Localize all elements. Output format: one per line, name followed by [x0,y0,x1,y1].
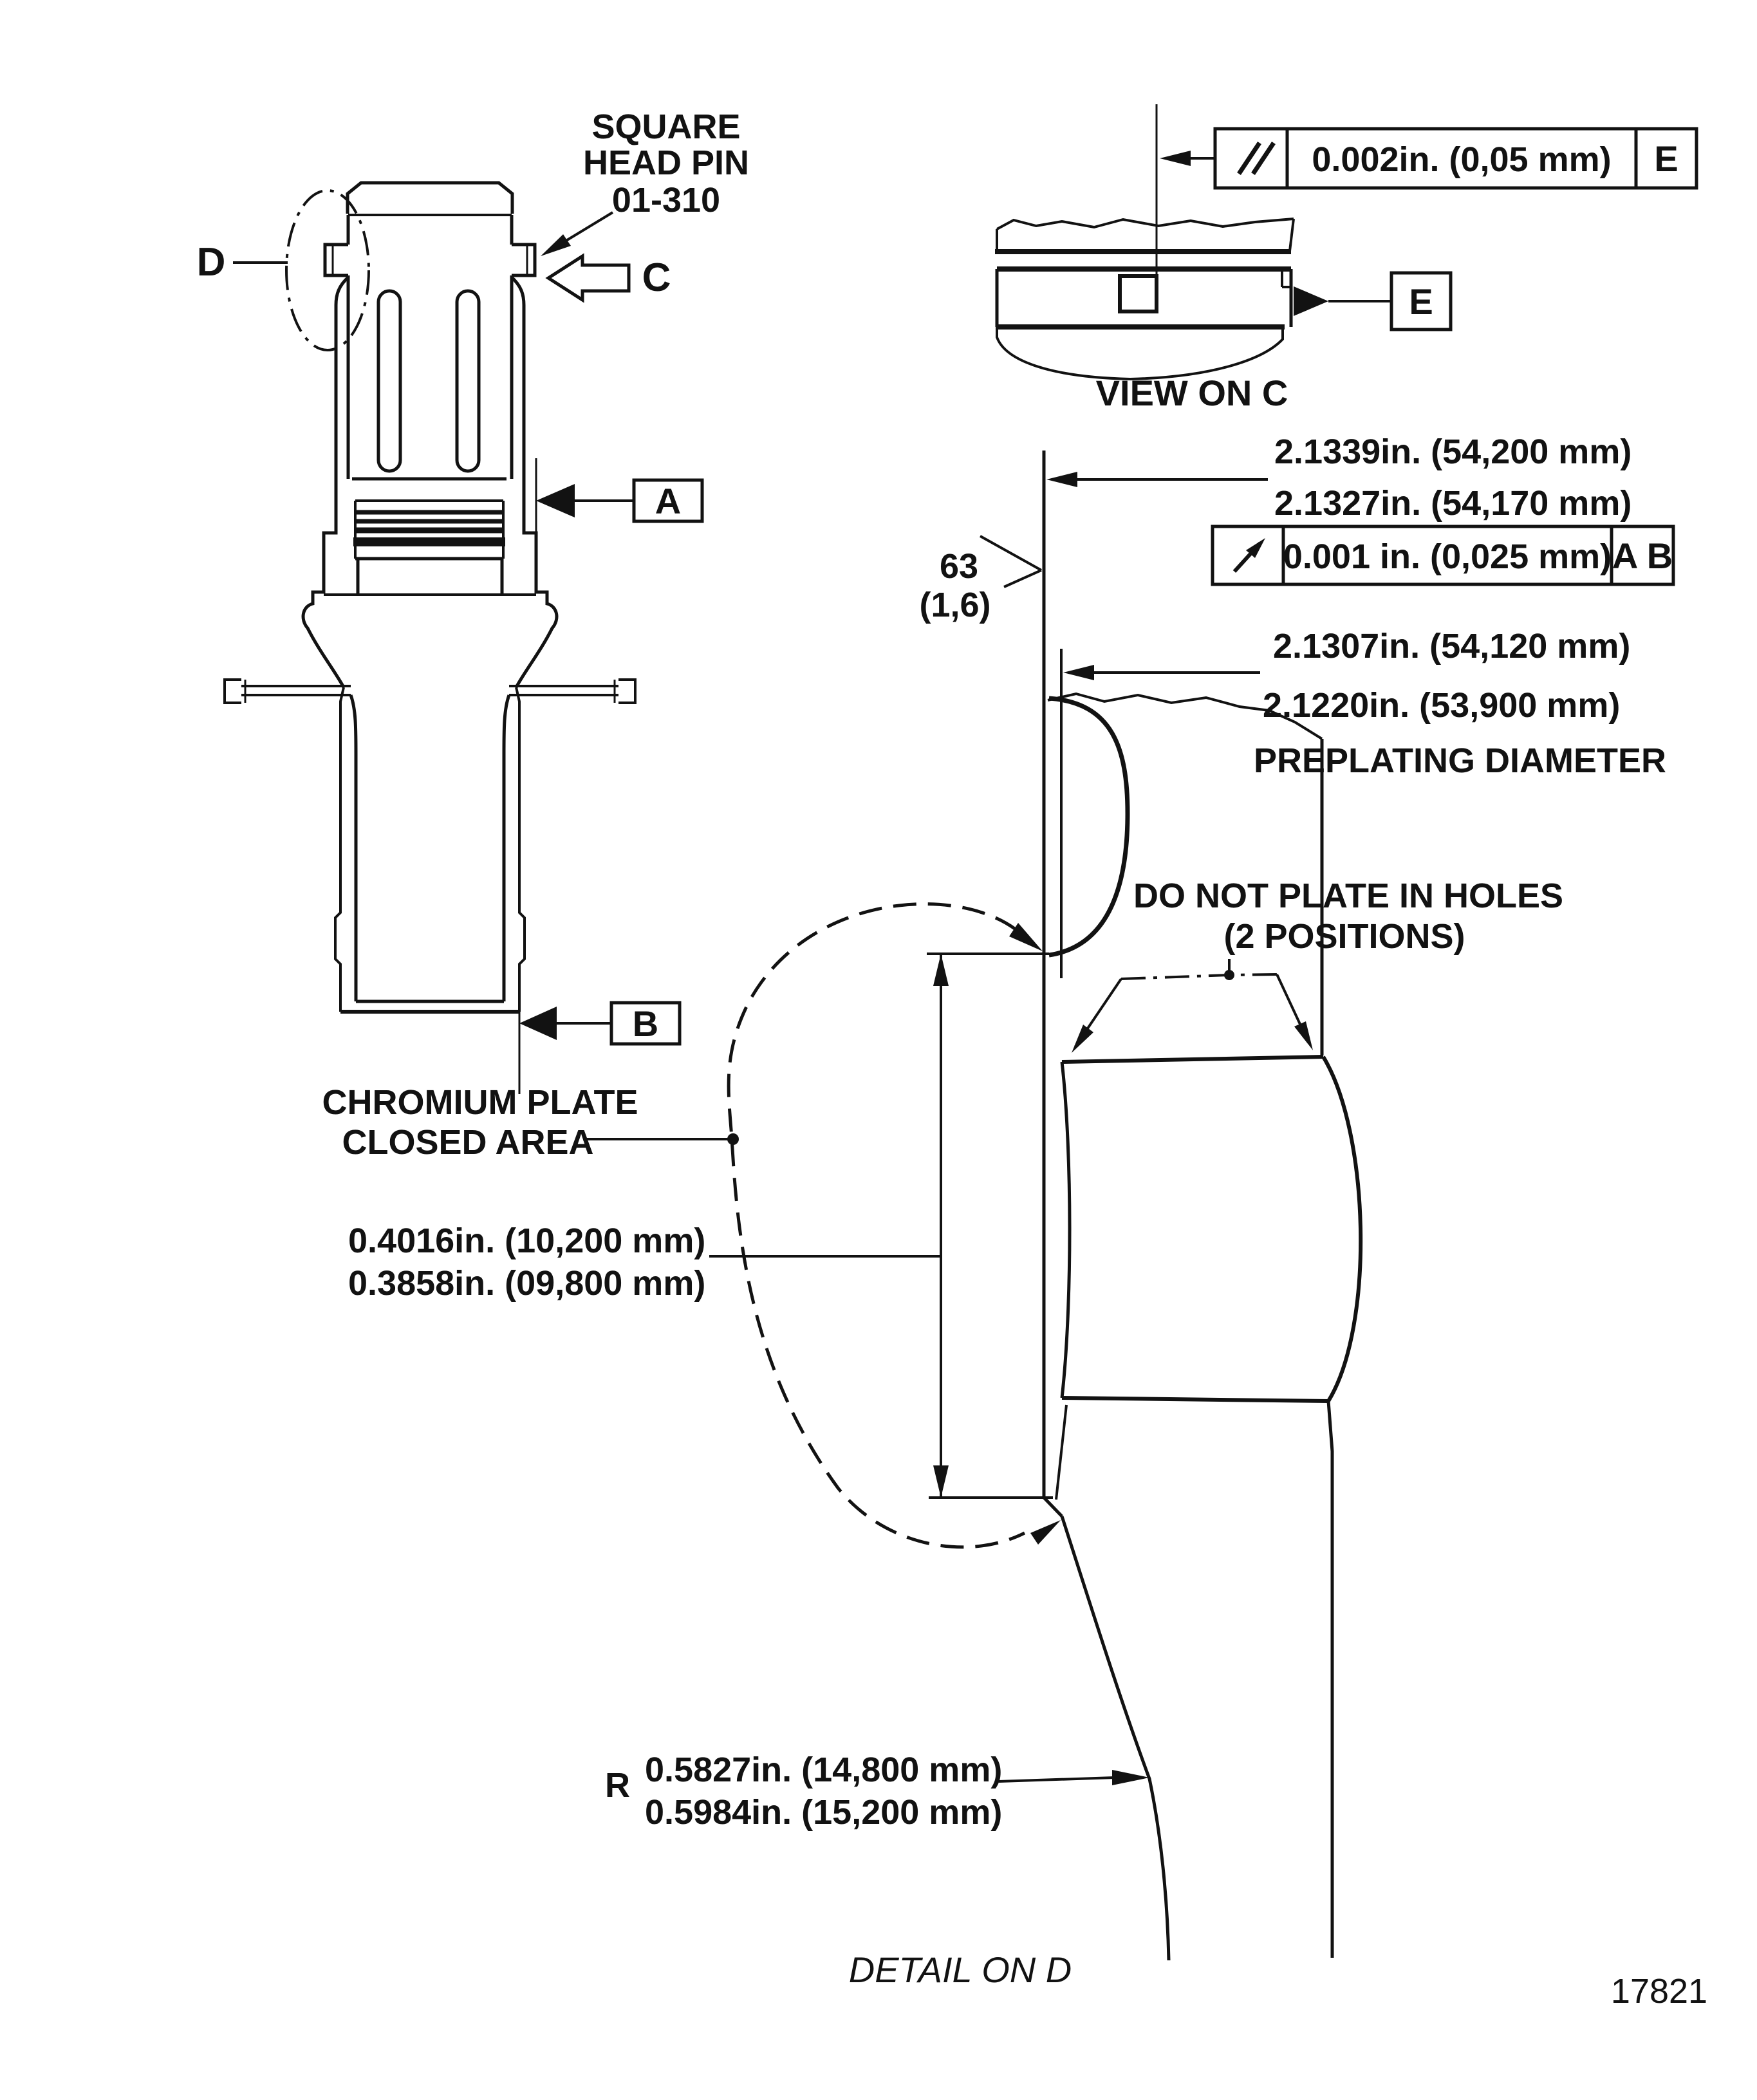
radius-curve [1062,1516,1169,1960]
section-right-edge-lower [1328,1401,1332,1958]
radius-leader [999,1778,1115,1781]
outer-dia-line-1: 2.1339in. (54,200 mm) [1274,432,1632,471]
chrome-band-line-1: 0.4016in. (10,200 mm) [348,1222,706,1260]
surface-finish-icon [980,536,1041,587]
view-direction-c-arrow-icon [548,256,629,300]
lower-outer-left [335,687,344,1012]
datum-a-triangle-icon [536,484,575,517]
detail-on-d-label: DETAIL ON D [848,1949,1072,1990]
lower-wall-left [351,695,356,1001]
square-head-pin-label-2: HEAD PIN [582,144,750,182]
datum-e-view-label: E [1409,281,1433,322]
preplating-line-3: PREPLATING DIAMETER [1254,741,1667,780]
flange-arms [225,680,635,703]
dim-arrowhead-down-icon [933,1465,949,1498]
radius-prefix: R [605,1766,630,1805]
skirt-right [511,277,557,687]
part-cap-outline [348,183,512,214]
preplating-line-2: 2.1220in. (53,900 mm) [1263,686,1621,725]
fcf-arrowhead-icon [1160,151,1191,166]
annotations [197,107,1707,2011]
fcf-runout-datums: A B [1612,535,1673,576]
hole-phantom-line [1121,974,1277,979]
do-not-plate-callout [1072,959,1313,1053]
pin-note-arrowhead-icon [541,234,571,256]
closed-area-leader-dot-icon [727,1133,739,1145]
surface-finish-metric: (1,6) [919,586,991,624]
do-not-plate-line-1: DO NOT PLATE IN HOLES [1133,877,1564,915]
dim-arrowhead-up-icon [933,954,949,986]
datum-b-triangle-icon [519,1007,557,1040]
outer-dia-arrowhead-icon [1046,472,1077,487]
section-left-edge-lower [1056,1405,1066,1500]
figure-number: 17821 [1610,1972,1708,2011]
chrome-band-dimension [709,954,1053,1498]
square-pin-hole [1120,276,1157,311]
leader-arrowhead-right-icon [1294,1021,1313,1050]
chromium-plate-line-1: CHROMIUM PLATE [322,1083,638,1122]
datum-b-label: B [632,1003,659,1044]
lower-outer-right [516,687,525,1012]
left-part-view [225,183,702,1094]
fcf-parallelism-tolerance: 0.002in. (0,05 mm) [1312,140,1612,179]
closed-area-dashed-loop [729,904,1025,1547]
radius-line-1: 0.5827in. (14,800 mm) [645,1751,1003,1789]
square-head-pin-left [325,245,348,275]
fcf-parallelism-datum: E [1654,138,1678,179]
break-line-top [997,219,1294,229]
hole-top-edge [1062,1057,1323,1062]
leader-dot-icon [1224,970,1234,980]
outer-dia-line-2: 2.1327in. (54,170 mm) [1274,484,1632,523]
lower-wall-right [504,695,509,1001]
view-on-c-label: VIEW ON C [1095,373,1288,413]
surface-chamfer [1044,1498,1062,1516]
chrome-band-line-2: 0.3858in. (09,800 mm) [348,1264,706,1303]
slot-right [457,291,479,471]
closed-area-arrowhead-bottom-icon [1030,1520,1061,1545]
do-not-plate-line-2: (2 POSITIONS) [1223,917,1465,956]
detail-on-d-view [583,451,1673,1960]
datum-d-label: D [196,240,226,284]
leader-arrowhead-left-icon [1072,1025,1093,1053]
radius-arrowhead-icon [1112,1770,1149,1785]
skirt-left [303,277,349,687]
square-head-pin-label-1: SQUARE [591,107,741,146]
chromium-plate-line-2: CLOSED AREA [342,1123,594,1162]
datum-c-label: C [642,256,671,300]
square-head-pin-label-3: 01-310 [611,181,721,219]
datum-e-triangle-icon [1294,286,1328,316]
hole-bottom-edge [1062,1398,1328,1401]
preplating-arrowhead-icon [1063,665,1094,680]
hole-left-wall [1062,1062,1070,1398]
fcf-runout-tolerance: 0.001 in. (0,025 mm) [1283,537,1612,576]
slot-left [378,291,400,471]
square-head-pin-right [512,245,535,275]
radius-line-2: 0.5984in. (15,200 mm) [645,1793,1003,1832]
ring-grooves [353,501,505,559]
surface-finish-value: 63 [939,547,979,586]
hole-right-wall [1323,1057,1361,1401]
preplating-line-1: 2.1307in. (54,120 mm) [1273,627,1631,665]
break-line-bottom [997,327,1283,379]
datum-a-label: A [655,481,682,521]
